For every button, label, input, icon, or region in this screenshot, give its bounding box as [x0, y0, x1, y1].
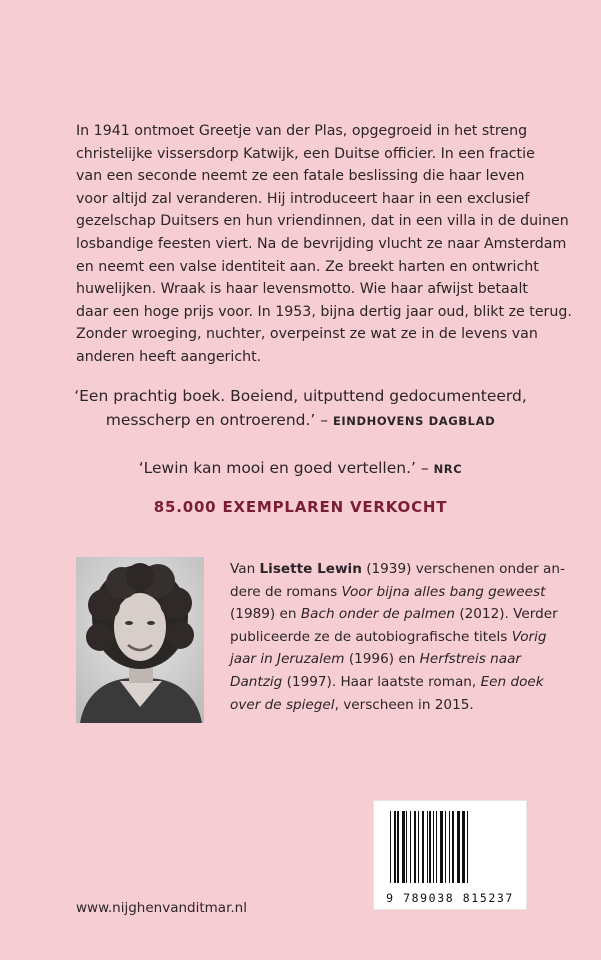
barcode-bar: [436, 811, 437, 883]
barcode-bar: [452, 811, 454, 883]
bio-text: (1939) verschenen onder an-: [361, 561, 565, 577]
publisher-url: www.nijghenvanditmar.nl: [76, 900, 247, 916]
barcode-bar: [410, 811, 411, 883]
barcode-bar: [440, 811, 443, 883]
barcode-bar: [406, 811, 407, 883]
barcode-bar: [414, 811, 416, 883]
author-name: Lisette Lewin: [259, 561, 362, 577]
bio-text: (2012). Verder: [455, 606, 558, 623]
book-title: Voor bijna alles bang geweest: [341, 583, 546, 600]
bio-text: (1996) en: [344, 651, 420, 668]
bio-text: publiceerde ze de autobiografische titels: [230, 628, 512, 645]
barcode-bar: [449, 811, 450, 883]
bio-line: [230, 694, 530, 717]
isbn-barcode: [373, 800, 527, 910]
blurb-line: gezelschap Duitsers en hun vriendinnen, dat in een villa in de duinen: [76, 213, 569, 230]
bio-text: , verscheen in 2015.: [334, 696, 474, 713]
book-title: Dantzig: [230, 673, 283, 690]
barcode-bar: [462, 811, 465, 883]
bio-line: [230, 671, 544, 694]
barcode-bar: [433, 811, 434, 883]
bio-text: Van: [230, 561, 260, 577]
blurb-line: Zonder wroeging, nuchter, overpeinst ze wat ze in de levens van: [76, 326, 538, 343]
blurb-text: [76, 120, 572, 369]
review-quote-nrc: [0, 456, 601, 481]
author-bio: [230, 558, 565, 716]
blurb-line: van een seconde neemt ze een fatale beslissing die haar leven: [76, 168, 525, 185]
author-photo: [76, 557, 204, 723]
bio-line: [230, 603, 558, 626]
blurb-line: anderen heeft aangericht.: [76, 348, 262, 365]
barcode-bar: [422, 811, 424, 883]
barcode-bar: [445, 811, 446, 883]
blurb-line: losbandige feesten viert. Na de bevrijding vlucht ze naar Amsterdam: [76, 235, 567, 252]
book-title: over de spiegel: [230, 696, 335, 713]
blurb-line: daar een hoge prijs voor. In 1953, bijna dertig jaar oud, blikt ze terug.: [76, 303, 572, 320]
blurb-line: huwelijken. Wraak is haar levensmotto. Wie haar afwijst betaalt: [76, 281, 528, 298]
blurb-line: voor altijd zal veranderen. Hij introduceert haar in een exclusief: [76, 190, 530, 207]
quote-line: [0, 408, 601, 433]
blurb-line: en neemt een valse identiteit aan. Ze breekt harten en ontwricht: [76, 258, 539, 275]
barcode-bars: [374, 801, 526, 889]
quote-text: messcherp en ontroerend.’ –: [105, 411, 329, 429]
barcode-bar: [457, 811, 460, 883]
barcode-bar: [418, 811, 419, 883]
barcode-bar: [429, 811, 431, 883]
book-title: jaar in Jeruzalem: [230, 651, 345, 668]
bio-text: (1989) en: [230, 606, 301, 623]
bio-line: [230, 558, 565, 581]
barcode-bar: [397, 811, 399, 883]
barcode-bar: [402, 811, 405, 883]
isbn-number: 9 789038 815237: [386, 891, 514, 905]
barcode-bar: [390, 811, 391, 883]
barcode-bar: [427, 811, 428, 883]
bio-text: (1997). Haar laatste roman,: [282, 673, 481, 690]
bio-line: [230, 581, 546, 604]
quote-text: ‘Lewin kan mooi en goed vertellen.’ –: [138, 459, 429, 477]
book-title: Herfstreis naar: [419, 651, 522, 668]
quote-line: ‘Een prachtig boek. Boeiend, uitputtend gedocumenteerd,: [74, 387, 527, 405]
blurb-line: In 1941 ontmoet Greetje van der Plas, opgegroeid in het streng: [76, 123, 528, 139]
quote-source: EINDHOVENS DAGBLAD: [332, 414, 496, 428]
book-title: Bach onder de palmen: [300, 606, 455, 623]
barcode-bar: [394, 811, 396, 883]
blurb-line: christelijke vissersdorp Katwijk, een Duitse officier. In een fractie: [76, 145, 535, 162]
quote-line: [0, 456, 601, 481]
copies-sold-banner: 85.000 EXEMPLAREN VERKOCHT: [153, 498, 448, 516]
barcode-bar: [467, 811, 468, 883]
review-quote-eindhovens-dagblad: [0, 384, 601, 433]
quote-source: NRC: [433, 462, 463, 476]
author-portrait-image: [76, 557, 204, 723]
bio-line: [230, 648, 530, 671]
bio-line: [230, 626, 547, 649]
bio-text: dere de romans: [230, 583, 342, 600]
book-title: Een doek: [480, 673, 544, 690]
book-title: Vorig: [511, 628, 547, 645]
